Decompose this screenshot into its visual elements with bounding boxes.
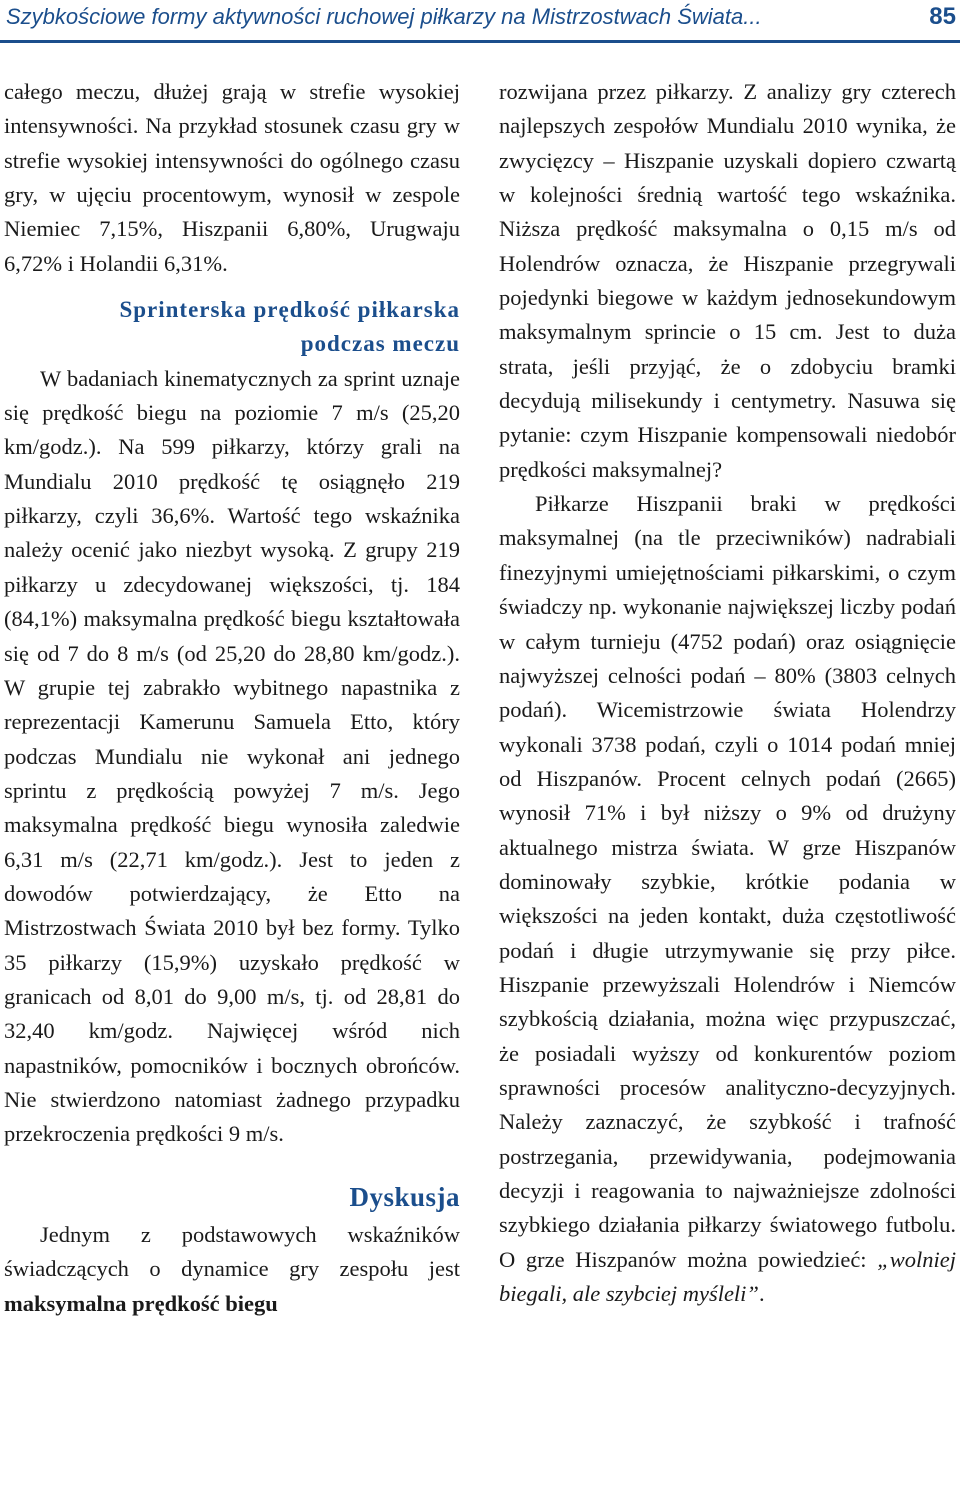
discussion-text: Jednym z podstawowych wskaźników świadczących o dynamice gry zespołu jest bbox=[4, 1222, 460, 1282]
closing-quote: „wolniej biegali, ale szybciej myśleli” bbox=[499, 1246, 956, 1307]
intro-paragraph: całego meczu, dłużej grają w strefie wysokiej intensywności. Na przykład stosunek czasu gry w strefie wysokiej intensywności do ogólnego czasu gry, w ujęciu procentowym, wynosił w zespole Niemiec 7,15%, Hiszpanii 6,80%, Urugwaju 6,72% i Holandii 6,31%. bbox=[4, 79, 460, 276]
discussion-paragraph bbox=[4, 1218, 460, 1321]
continuation-paragraph: rozwijana przez piłkarzy. Z analizy gry czterech najlepszych zespołów Mundialu 2010 wynika, że zwycięzcy – Hiszpanie uzyskali dopiero czwartą w kolejności średnią wartość tego wskaźnika. Niższa prędkość maksymalna o 0,15 m/s od Holendrów oznacza, że Hiszpanie przegrywali pojedynki biegowe w każdym jednosekundowym maksymalnym sprincie o 15 cm. Jest to duża strata, jeśli przyjąć, że o zdobyciu bramki decydują milisekundy i centymetry. Nasuwa się pytanie: czym Hiszpanie kompensowali niedobór prędkości maksymalnej? bbox=[499, 79, 956, 482]
running-header bbox=[0, 0, 960, 46]
right-column bbox=[499, 75, 956, 1311]
discussion-bold-term: maksymalna prędkość biegu bbox=[4, 1290, 278, 1316]
header-rule bbox=[0, 40, 960, 43]
passing-paragraph bbox=[499, 487, 956, 1311]
closing-period: . bbox=[758, 1281, 765, 1307]
section-heading-discussion: Dyskusja bbox=[349, 1181, 460, 1212]
subsection-heading-line2: podczas meczu bbox=[300, 331, 460, 357]
running-title: Szybkościowe formy aktywności ruchowej piłkarzy na Mistrzostwach Świata... bbox=[6, 4, 762, 29]
passing-text: Piłkarze Hiszpanii braki w prędkości maksymalnej (na tle przeciwników) nadrabiali finezyjnymi umiejętnościami piłkarskimi, o czym świadczy np. wykonanie największej liczby podań w całym turnieju (4752 podań) oraz osiągnięcie najwyższej celności podań – 80% (3803 celnych podań). Wicemistrzowie świata Holendrzy wykonali 3738 podań, czyli o 1014 podań mniej od Hiszpanów. Procent celnych podań (2665) wynosił 71% i był niższy o 9% od drużyny aktualnego mistrza świata. W grze Hiszpanów dominowały szybkie, krótkie podania w większości na jeden kontakt, duża częstotliwość podań i długie utrzymywanie się przy piłce. Hiszpanie przewyższali Holendrów i Niemców szybkością działania, można więc przypuszczać, że posiadali wyższy od konkurentów poziom sprawności procesów analityczno-decyzyjnych. Należy zaznaczyć, że szybkość i trafność postrzegania, przewidywania, podejmowania decyzji i reagowania to najważniejsze zdolności szybkiego działania piłkarzy światowego futbolu. O grze Hiszpanów można powiedzieć: bbox=[499, 491, 956, 1272]
page-number: 85 bbox=[929, 3, 956, 30]
sprint-paragraph: W badaniach kinematycznych za sprint uznaje się prędkość biegu na poziomie 7 m/s (25,20 km/godz.). Na 599 piłkarzy, którzy grali na Mundialu 2010 prędkość tę osiągnęło 219 piłkarzy, czyli 36,6%. Wartość tego wskaźnika należy ocenić jako niezbyt wysoką. Z grupy 219 piłkarzy u zdecydowanej większości, tj. 184 (84,1%) maksymalna prędkość biegu kształtowała się od 7 do 8 m/s (od 25,20 do 28,80 km/godz.). W grupie tej zabrakło wybitnego napastnika z reprezentacji Kamerunu Samuela Etto, który podczas Mundialu nie wykonał ani jednego sprintu z prędkością powyżej 7 m/s. Jego maksymalna prędkość biegu wynosiła zaledwie 6,31 m/s (22,71 km/godz.). Jest to jeden z dowodów potwierdzający, że Etto na Mistrzostwach Świata 2010 był bez formy. Tylko 35 piłkarzy (15,9%) uzyskało prędkość w granicach od 8,01 do 9,00 m/s, tj. od 28,81 do 32,40 km/godz. Najwięcej wśród nich napastników, pomocników i bocznych obrońców. Nie stwierdzono natomiast żadnego przypadku przekroczenia prędkości 9 m/s. bbox=[4, 365, 460, 1147]
left-column bbox=[4, 75, 460, 1321]
subsection-heading-line1: Sprinterska prędkość piłkarska bbox=[119, 297, 460, 323]
